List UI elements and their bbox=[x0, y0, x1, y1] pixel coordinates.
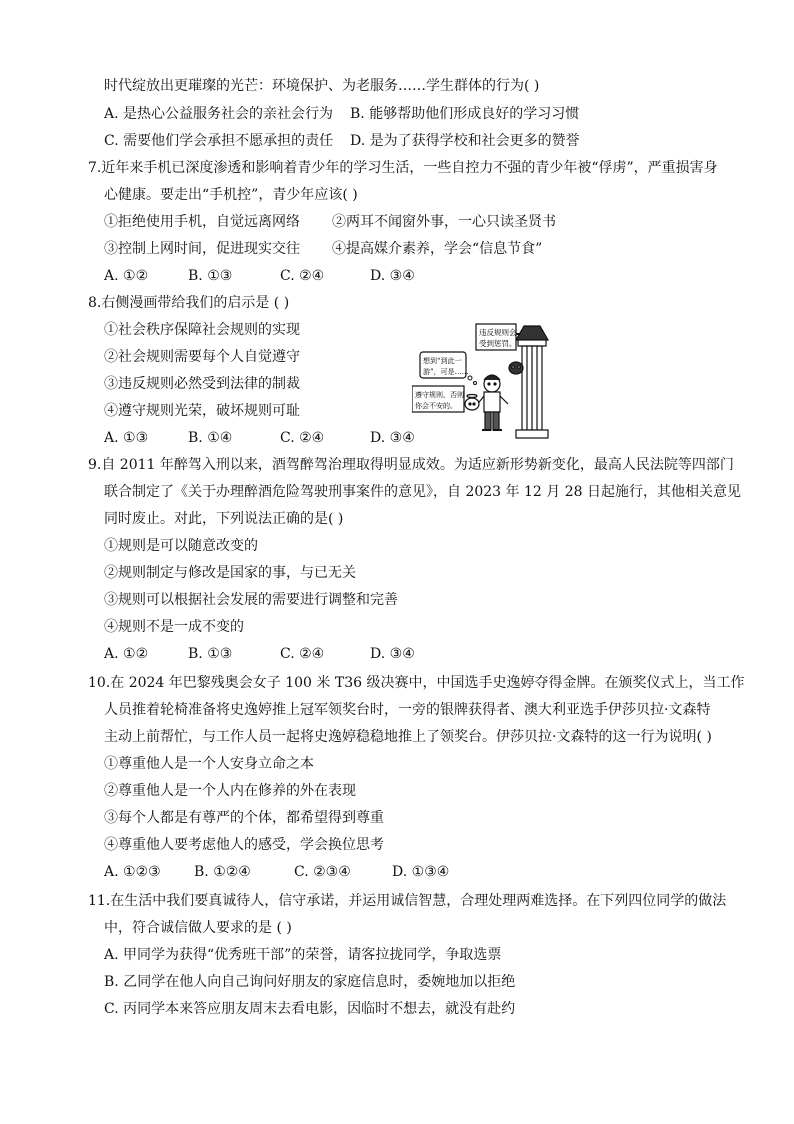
q7-option-a bbox=[104, 266, 148, 286]
question-number: 11. bbox=[88, 893, 111, 909]
bubble-bot-line-1: 遵守规则，否则 bbox=[415, 391, 464, 399]
option-letter: D. bbox=[370, 268, 386, 284]
option-text: 丙同学本来答应朋友周末去看电影，因临时不想去，就没有赴约 bbox=[123, 1001, 516, 1017]
q9-option-c bbox=[280, 644, 324, 664]
option-letter: D. bbox=[370, 430, 386, 446]
option-text: ②④ bbox=[299, 430, 325, 446]
option-text: ①③ bbox=[123, 430, 149, 446]
stem-text: 近年来手机已深度渗透和影响着青少年的学习生活，一些自控力不强的青少年被“俘虏”，严重损害身 bbox=[101, 160, 718, 176]
q8-statement-4: ④遵守规则光荣，破坏规则可耻 bbox=[104, 403, 300, 419]
q9-option-b bbox=[188, 644, 232, 664]
option-text: 乙同学在他人向自己询问好朋友的家庭信息时，委婉地加以拒绝 bbox=[123, 974, 516, 990]
question-number: 7. bbox=[88, 160, 102, 176]
option-letter: A. bbox=[104, 646, 119, 662]
q10-stem-line-2: 人员推着轮椅准备将史逸婷推上冠军领奖台时，一旁的银牌获得者、澳大利亚选手伊莎贝拉·文森特 bbox=[104, 702, 711, 718]
option-letter: A. bbox=[104, 268, 119, 284]
option-letter: B. bbox=[104, 974, 119, 990]
speech-bubble-middle bbox=[420, 352, 477, 385]
q7-stem-line-2: 心健康。要走出“手机控”，青少年应该( ) bbox=[104, 187, 358, 203]
option-letter: A. bbox=[104, 864, 119, 880]
stem-text: 右侧漫画带给我们的启示是 ( ) bbox=[101, 295, 290, 311]
option-letter: B. bbox=[188, 430, 203, 446]
option-letter: D. bbox=[392, 864, 408, 880]
q7-statement-3: ③控制上网时间，促进现实交往 bbox=[104, 241, 300, 257]
stem-text: 在生活中我们要真诚待人，信守承诺，并运用诚信智慧，合理处理两难选择。在下列四位同学的做法 bbox=[110, 893, 727, 909]
q10-option-b bbox=[194, 862, 251, 882]
question-number: 9. bbox=[88, 457, 102, 473]
q6-stem-continuation: 时代绽放出更璀璨的光芒：环境保护、为老服务……学生群体的行为( ) bbox=[104, 78, 540, 94]
option-letter: A. bbox=[104, 947, 119, 963]
option-text: ①② bbox=[123, 646, 149, 662]
q10-stem-line-3: 主动上前帮忙，与工作人员一起将史逸婷稳稳地推上了领奖台。伊莎贝拉·文森特的这一行为说明( ) bbox=[104, 729, 712, 745]
q7-statement-4: ④提高媒介素养，学会“信息节食” bbox=[332, 241, 543, 257]
option-letter: B. bbox=[188, 268, 203, 284]
q7-stem-line-1 bbox=[88, 158, 718, 178]
option-letter: C. bbox=[280, 430, 295, 446]
option-text: 需要他们学会承担不愿承担的责任 bbox=[123, 133, 334, 149]
option-letter: B. bbox=[194, 864, 209, 880]
q9-statement-1: ①规则是可以随意改变的 bbox=[104, 538, 258, 554]
q11-option-c bbox=[104, 999, 515, 1019]
option-letter: B. bbox=[350, 106, 365, 122]
option-text: ①③ bbox=[207, 646, 233, 662]
q11-option-a bbox=[104, 945, 501, 965]
bubble-top-line-1: 违反规则会 bbox=[479, 328, 517, 337]
q8-option-c bbox=[280, 428, 324, 448]
q10-option-d bbox=[392, 862, 449, 882]
q6-option-b bbox=[350, 104, 579, 124]
q9-option-a bbox=[104, 644, 148, 664]
option-text: ①②④ bbox=[213, 864, 251, 880]
q9-option-d bbox=[370, 644, 415, 664]
q7-option-c bbox=[280, 266, 324, 286]
option-text: ①④ bbox=[207, 430, 233, 446]
question-number: 10. bbox=[88, 675, 111, 691]
q9-stem-line-2: 联合制定了《关于办理醉酒危险驾驶刑事案件的意见》，自 2023 年 12 月 28 日起施行，其他相关意见 bbox=[104, 484, 741, 500]
q8-statement-1: ①社会秩序保障社会规则的实现 bbox=[104, 322, 300, 338]
option-text: ①③④ bbox=[411, 864, 450, 880]
q11-option-b bbox=[104, 972, 515, 992]
q10-stem-line-1 bbox=[88, 673, 744, 693]
stem-text: 自 2011 年醉驾入刑以来，酒驾醉驾治理取得明显成效。为适应新形势新变化，最高人民法院等四部门 bbox=[101, 457, 734, 473]
q7-statement-2: ②两耳不闻窗外事，一心只读圣贤书 bbox=[332, 214, 556, 230]
devil-head bbox=[509, 362, 523, 374]
q8-cartoon-illustration bbox=[412, 322, 552, 446]
q10-option-a bbox=[104, 862, 161, 882]
option-letter: C. bbox=[280, 268, 295, 284]
q8-statement-2: ②社会规则需要每个人自觉遵守 bbox=[104, 349, 300, 365]
option-text: ①②③ bbox=[123, 864, 161, 880]
q9-statement-4: ④规则不是一成不变的 bbox=[104, 619, 244, 635]
option-text: ③④ bbox=[389, 430, 415, 446]
q10-option-c bbox=[294, 862, 351, 882]
q10-statement-2: ②尊重他人是一个人内在修养的外在表现 bbox=[104, 783, 356, 799]
q7-option-b bbox=[188, 266, 232, 286]
q9-stem-line-3: 同时废止。对此，下列说法正确的是( ) bbox=[104, 511, 344, 527]
q8-option-d bbox=[370, 428, 415, 448]
option-letter: D. bbox=[370, 646, 386, 662]
q11-stem-line-2: 中，符合诚信做人要求的是 ( ) bbox=[104, 920, 292, 936]
option-text: ②④ bbox=[299, 646, 325, 662]
speech-bubble-bottom bbox=[412, 386, 464, 412]
bubble-top-line-2: 受到惩罚。 bbox=[479, 339, 517, 348]
option-letter: C. bbox=[280, 646, 295, 662]
q9-statement-2: ②规则制定与修改是国家的事，与已无关 bbox=[104, 565, 356, 581]
q6-option-a bbox=[104, 104, 333, 124]
option-letter: A. bbox=[104, 106, 119, 122]
option-text: 是为了获得学校和社会更多的赞誉 bbox=[369, 133, 580, 149]
q10-statement-3: ③每个人都是有尊严的个体，都希望得到尊重 bbox=[104, 810, 384, 826]
option-text: ③④ bbox=[389, 268, 415, 284]
q7-option-d bbox=[370, 266, 415, 286]
option-text: 甲同学为获得“优秀班干部”的荣誉，请客拉拢同学，争取选票 bbox=[123, 947, 502, 963]
q9-stem-line-1 bbox=[88, 455, 734, 475]
option-letter: C. bbox=[104, 133, 119, 149]
q9-statement-3: ③规则可以根据社会发展的需要进行调整和完善 bbox=[104, 592, 398, 608]
option-letter: D. bbox=[350, 133, 366, 149]
q6-option-c bbox=[104, 131, 333, 151]
option-letter: C. bbox=[104, 1001, 119, 1017]
bubble-mid-line-1: 想到“到此一 bbox=[423, 357, 462, 365]
q7-statement-1: ①拒绝使用手机，自觉远离网络 bbox=[104, 214, 300, 230]
speech-bubble-top bbox=[476, 324, 517, 350]
bubble-bot-line-2: 你会不安的。 bbox=[415, 402, 457, 410]
option-text: 是热心公益服务社会的亲社会行为 bbox=[123, 106, 334, 122]
q6-option-d bbox=[350, 131, 580, 151]
option-letter: A. bbox=[104, 430, 119, 446]
option-text: ③④ bbox=[389, 646, 415, 662]
q8-stem bbox=[88, 293, 289, 313]
boy-figure bbox=[476, 375, 508, 430]
angel-head bbox=[465, 395, 479, 411]
question-number: 8. bbox=[88, 295, 102, 311]
option-text: ①③ bbox=[207, 268, 233, 284]
option-text: ②④ bbox=[299, 268, 325, 284]
bubble-mid-line-2: 游”，可是…… bbox=[423, 368, 469, 376]
option-text: ②③④ bbox=[313, 864, 351, 880]
q8-option-a bbox=[104, 428, 148, 448]
q11-stem-line-1 bbox=[88, 891, 726, 911]
option-letter: C. bbox=[294, 864, 309, 880]
q8-statement-3: ③违反规则必然受到法律的制裁 bbox=[104, 376, 300, 392]
stem-text: 在 2024 年巴黎残奥会女子 100 米 T36 级决赛中，中国选手史逸婷夺得金牌。在颁奖仪式上，当工作 bbox=[110, 675, 745, 691]
option-text: 能够帮助他们形成良好的学习习惯 bbox=[369, 106, 580, 122]
q10-statement-4: ④尊重他人要考虑他人的感受，学会换位思考 bbox=[104, 837, 384, 853]
q10-statement-1: ①尊重他人是一个人安身立命之本 bbox=[104, 756, 314, 772]
q8-option-b bbox=[188, 428, 232, 448]
option-letter: B. bbox=[188, 646, 203, 662]
option-text: ①② bbox=[123, 268, 149, 284]
